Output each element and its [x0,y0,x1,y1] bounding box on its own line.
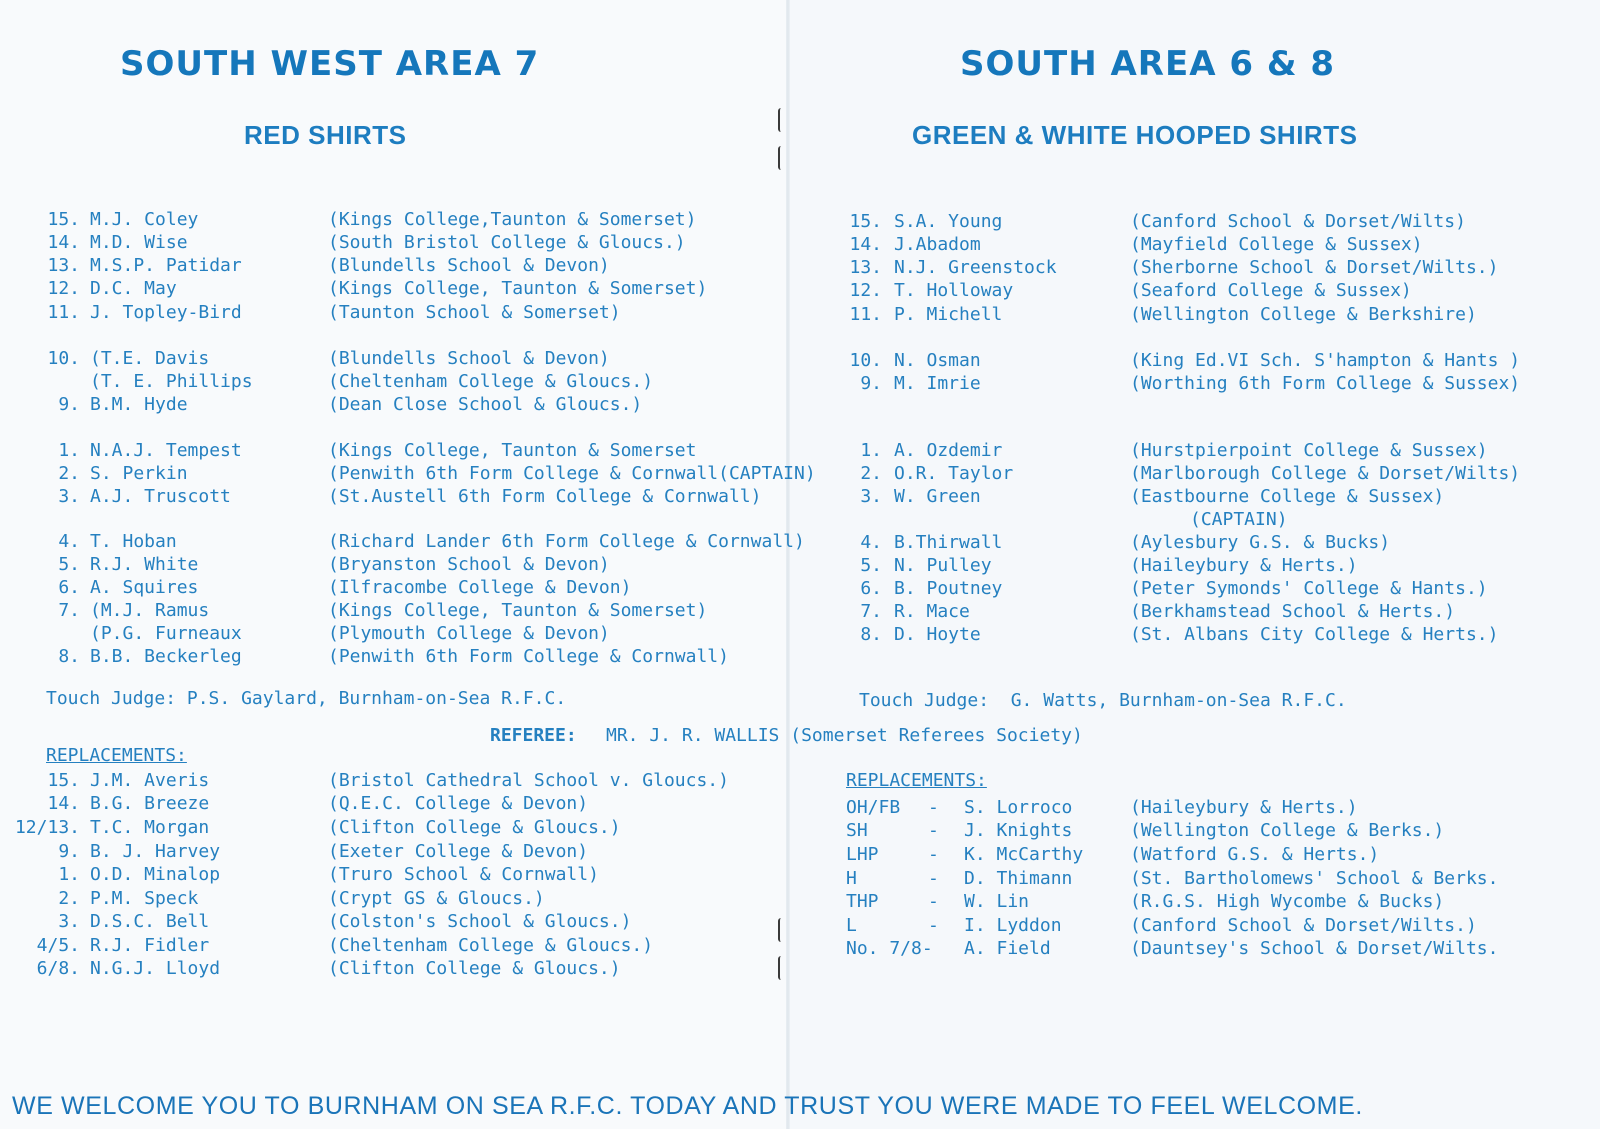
replacement-name: O.D. Minalop [90,864,221,885]
player-school: (St. Albans City College & Herts.) [1130,624,1499,645]
replacement-name: I. Lyddon [964,915,1062,936]
player-name: S.A. Young [894,211,1003,232]
replacement-position: L [846,915,857,936]
player-name: R.J. White [90,554,199,575]
player-name: M.S.P. Patidar [90,255,242,276]
player-name: (P.G. Furneaux [90,623,242,644]
player-number: 13. [47,255,80,276]
player-name: D.C. May [90,278,177,299]
replacement-name: P.M. Speck [90,888,199,909]
player-name: W. Green [894,486,981,507]
player-number: 7. [860,601,882,622]
player-name: N. Pulley [894,555,992,576]
replacement-name: N.G.J. Lloyd [90,958,221,979]
replacement-name: B.G. Breeze [90,793,210,814]
player-school: (Richard Lander 6th Form College & Cornwall) [328,531,805,552]
player-name: D. Hoyte [894,624,981,645]
replacement-school: (Clifton College & Gloucs.) [328,958,621,979]
replacement-position: H [846,868,857,889]
replacement-name: S. Lorroco [964,797,1073,818]
left-replacements-heading: REPLACEMENTS: [46,745,187,766]
replacement-school: (Exeter College & Devon) [328,841,589,862]
player-name: B.B. Beckerleg [90,646,242,667]
staple-icon [778,108,786,132]
welcome-footer: WE WELCOME YOU TO BURNHAM ON SEA R.F.C. TODAY AND TRUST YOU WERE MADE TO FEEL WELCOME. [12,1092,1363,1120]
player-number: 12. [47,278,80,299]
player-number: 5. [58,554,80,575]
replacement-name: B. J. Harvey [90,841,221,862]
replacement-position: OH/FB [846,797,901,818]
player-school: (Sherborne School & Dorset/Wilts.) [1130,257,1499,278]
replacement-school: (Watford G.S. & Herts.) [1130,844,1380,865]
player-number: 11. [47,302,80,323]
left-shirt-colour: RED SHIRTS [244,120,407,150]
right-shirt-colour: GREEN & WHITE HOOPED SHIRTS [912,120,1358,150]
player-number: 2. [58,463,80,484]
player-number: 10. [849,350,882,371]
referee-label: REFEREE: [490,725,577,746]
player-number: 9. [860,373,882,394]
player-name: S. Perkin [90,463,188,484]
replacement-number: 1. [58,864,80,885]
player-name: B.M. Hyde [90,394,188,415]
player-school: (Eastbourne College & Sussex) [1130,486,1445,507]
player-name: A. Squires [90,577,199,598]
player-school: (CAPTAIN) [1190,509,1288,530]
replacement-number: 3. [58,911,80,932]
booklet-spine [786,0,790,1129]
right-touch-judge: Touch Judge: G. Watts, Burnham-on-Sea R.F.C. [859,690,1347,711]
player-name: T. Holloway [894,280,1014,301]
player-number: 2. [860,463,882,484]
replacement-number: 14. [47,793,80,814]
replacement-name: T.C. Morgan [90,817,210,838]
player-school: (Kings College,Taunton & Somerset) [328,209,697,230]
player-name: T. Hoban [90,531,177,552]
player-school: (Blundells School & Devon) [328,255,610,276]
player-name: N.J. Greenstock [894,257,1057,278]
player-number: 3. [860,486,882,507]
player-school: (Blundells School & Devon) [328,348,610,369]
replacement-school: (Colston's School & Gloucs.) [328,911,632,932]
player-name: M.J. Coley [90,209,199,230]
player-number: 14. [47,232,80,253]
player-school: (Penwith 6th Form College & Cornwall(CAPTAIN) [328,463,816,484]
staple-icon [778,956,786,980]
player-number: 6. [58,577,80,598]
replacement-school: (Wellington College & Berks.) [1130,820,1445,841]
staple-icon [778,146,786,170]
player-school: (Kings College, Taunton & Somerset) [328,600,708,621]
player-number: 8. [860,624,882,645]
player-number: 1. [58,440,80,461]
player-school: (Peter Symonds' College & Hants.) [1130,578,1488,599]
player-name: M.D. Wise [90,232,188,253]
player-name: O.R. Taylor [894,463,1014,484]
player-school: (Hurstpierpoint College & Sussex) [1130,440,1488,461]
replacement-school: (Dauntsey's School & Dorset/Wilts. [1130,938,1499,959]
player-name: (T. E. Phillips [90,371,253,392]
replacement-name: J.M. Averis [90,770,210,791]
referee-name: MR. J. R. WALLIS (Somerset Referees Society) [606,725,1083,746]
replacement-dash: - [928,844,939,865]
player-name: P. Michell [894,304,1003,325]
replacement-name: D. Thimann [964,868,1073,889]
replacement-number: 2. [58,888,80,909]
player-number: 1. [860,440,882,461]
player-number: 15. [47,209,80,230]
right-area-title: SOUTH AREA 6 & 8 [960,44,1335,84]
replacement-position: LHP [846,844,879,865]
player-school: (Penwith 6th Form College & Cornwall) [328,646,729,667]
replacement-school: (Crypt GS & Gloucs.) [328,888,545,909]
replacement-number: 15. [47,770,80,791]
player-number: 11. [849,304,882,325]
player-name: N. Osman [894,350,981,371]
player-school: (Kings College, Taunton & Somerset) [328,278,708,299]
replacement-name: D.S.C. Bell [90,911,210,932]
replacement-position: THP [846,891,879,912]
player-school: (Kings College, Taunton & Somerset [328,440,697,461]
player-school: (Plymouth College & Devon) [328,623,610,644]
player-school: (Worthing 6th Form College & Sussex) [1130,373,1521,394]
player-school: (Berkhamstead School & Herts.) [1130,601,1456,622]
player-number: 3. [58,486,80,507]
player-number: 4. [58,531,80,552]
player-name: M. Imrie [894,373,981,394]
replacement-dash: - [928,797,939,818]
replacement-school: (Bristol Cathedral School v. Gloucs.) [328,770,729,791]
replacement-name: A. Field [964,938,1051,959]
player-number: 15. [849,211,882,232]
replacement-school: (Q.E.C. College & Devon) [328,793,589,814]
player-name: J. Topley-Bird [90,302,242,323]
player-school: (Aylesbury G.S. & Bucks) [1130,532,1391,553]
player-school: (Mayfield College & Sussex) [1130,234,1423,255]
player-name: (T.E. Davis [90,348,210,369]
replacement-number: 6/8. [36,958,80,979]
player-number: 5. [860,555,882,576]
replacement-school: (Clifton College & Gloucs.) [328,817,621,838]
player-school: (Seaford College & Sussex) [1130,280,1412,301]
replacement-school: (Cheltenham College & Gloucs.) [328,935,654,956]
replacement-dash: - [928,868,939,889]
player-school: (Bryanston School & Devon) [328,554,610,575]
player-number: 8. [58,646,80,667]
replacement-number: 9. [58,841,80,862]
player-number: 12. [849,280,882,301]
player-number: 9. [58,394,80,415]
player-school: (King Ed.VI Sch. S'hampton & Hants ) [1130,350,1521,371]
player-name: A. Ozdemir [894,440,1003,461]
player-school: (Marlborough College & Dorset/Wilts) [1130,463,1521,484]
player-name: R. Mace [894,601,970,622]
player-name: B.Thirwall [894,532,1003,553]
replacement-dash: - [928,915,939,936]
replacement-school: (St. Bartholomews' School & Berks. [1130,868,1499,889]
replacement-school: (Canford School & Dorset/Wilts.) [1130,915,1477,936]
right-replacements-heading: REPLACEMENTS: [846,770,987,791]
player-school: (South Bristol College & Gloucs.) [328,232,686,253]
player-name: (M.J. Ramus [90,600,210,621]
replacement-name: R.J. Fidler [90,935,210,956]
player-name: B. Poutney [894,578,1003,599]
player-number: 7. [58,600,80,621]
staple-icon [778,918,786,942]
replacement-number: 4/5. [36,935,80,956]
player-school: (St.Austell 6th Form College & Cornwall) [328,486,762,507]
replacement-school: (R.G.S. High Wycombe & Bucks) [1130,891,1445,912]
player-school: (Canford School & Dorset/Wilts) [1130,211,1466,232]
player-school: (Haileybury & Herts.) [1130,555,1358,576]
player-number: 10. [47,348,80,369]
player-number: 6. [860,578,882,599]
player-school: (Ilfracombe College & Devon) [328,577,632,598]
player-number: 13. [849,257,882,278]
replacement-position: No. 7/8- [846,938,933,959]
replacement-name: J. Knights [964,820,1073,841]
player-number: 4. [860,532,882,553]
player-school: (Dean Close School & Gloucs.) [328,394,643,415]
left-touch-judge: Touch Judge: P.S. Gaylard, Burnham-on-Sea R.F.C. [46,688,567,709]
replacement-dash: - [928,891,939,912]
player-school: (Cheltenham College & Gloucs.) [328,371,654,392]
player-school: (Wellington College & Berkshire) [1130,304,1477,325]
player-number: 14. [849,234,882,255]
replacement-school: (Truro School & Cornwall) [328,864,599,885]
player-name: N.A.J. Tempest [90,440,242,461]
replacement-number: 12/13. [14,817,80,838]
replacement-name: W. Lin [964,891,1030,912]
replacement-name: K. McCarthy [964,844,1084,865]
replacement-school: (Haileybury & Herts.) [1130,797,1358,818]
replacement-position: SH [846,820,868,841]
player-name: J.Abadom [894,234,981,255]
left-area-title: SOUTH WEST AREA 7 [120,44,540,84]
player-name: A.J. Truscott [90,486,231,507]
player-school: (Taunton School & Somerset) [328,302,621,323]
replacement-dash: - [928,820,939,841]
